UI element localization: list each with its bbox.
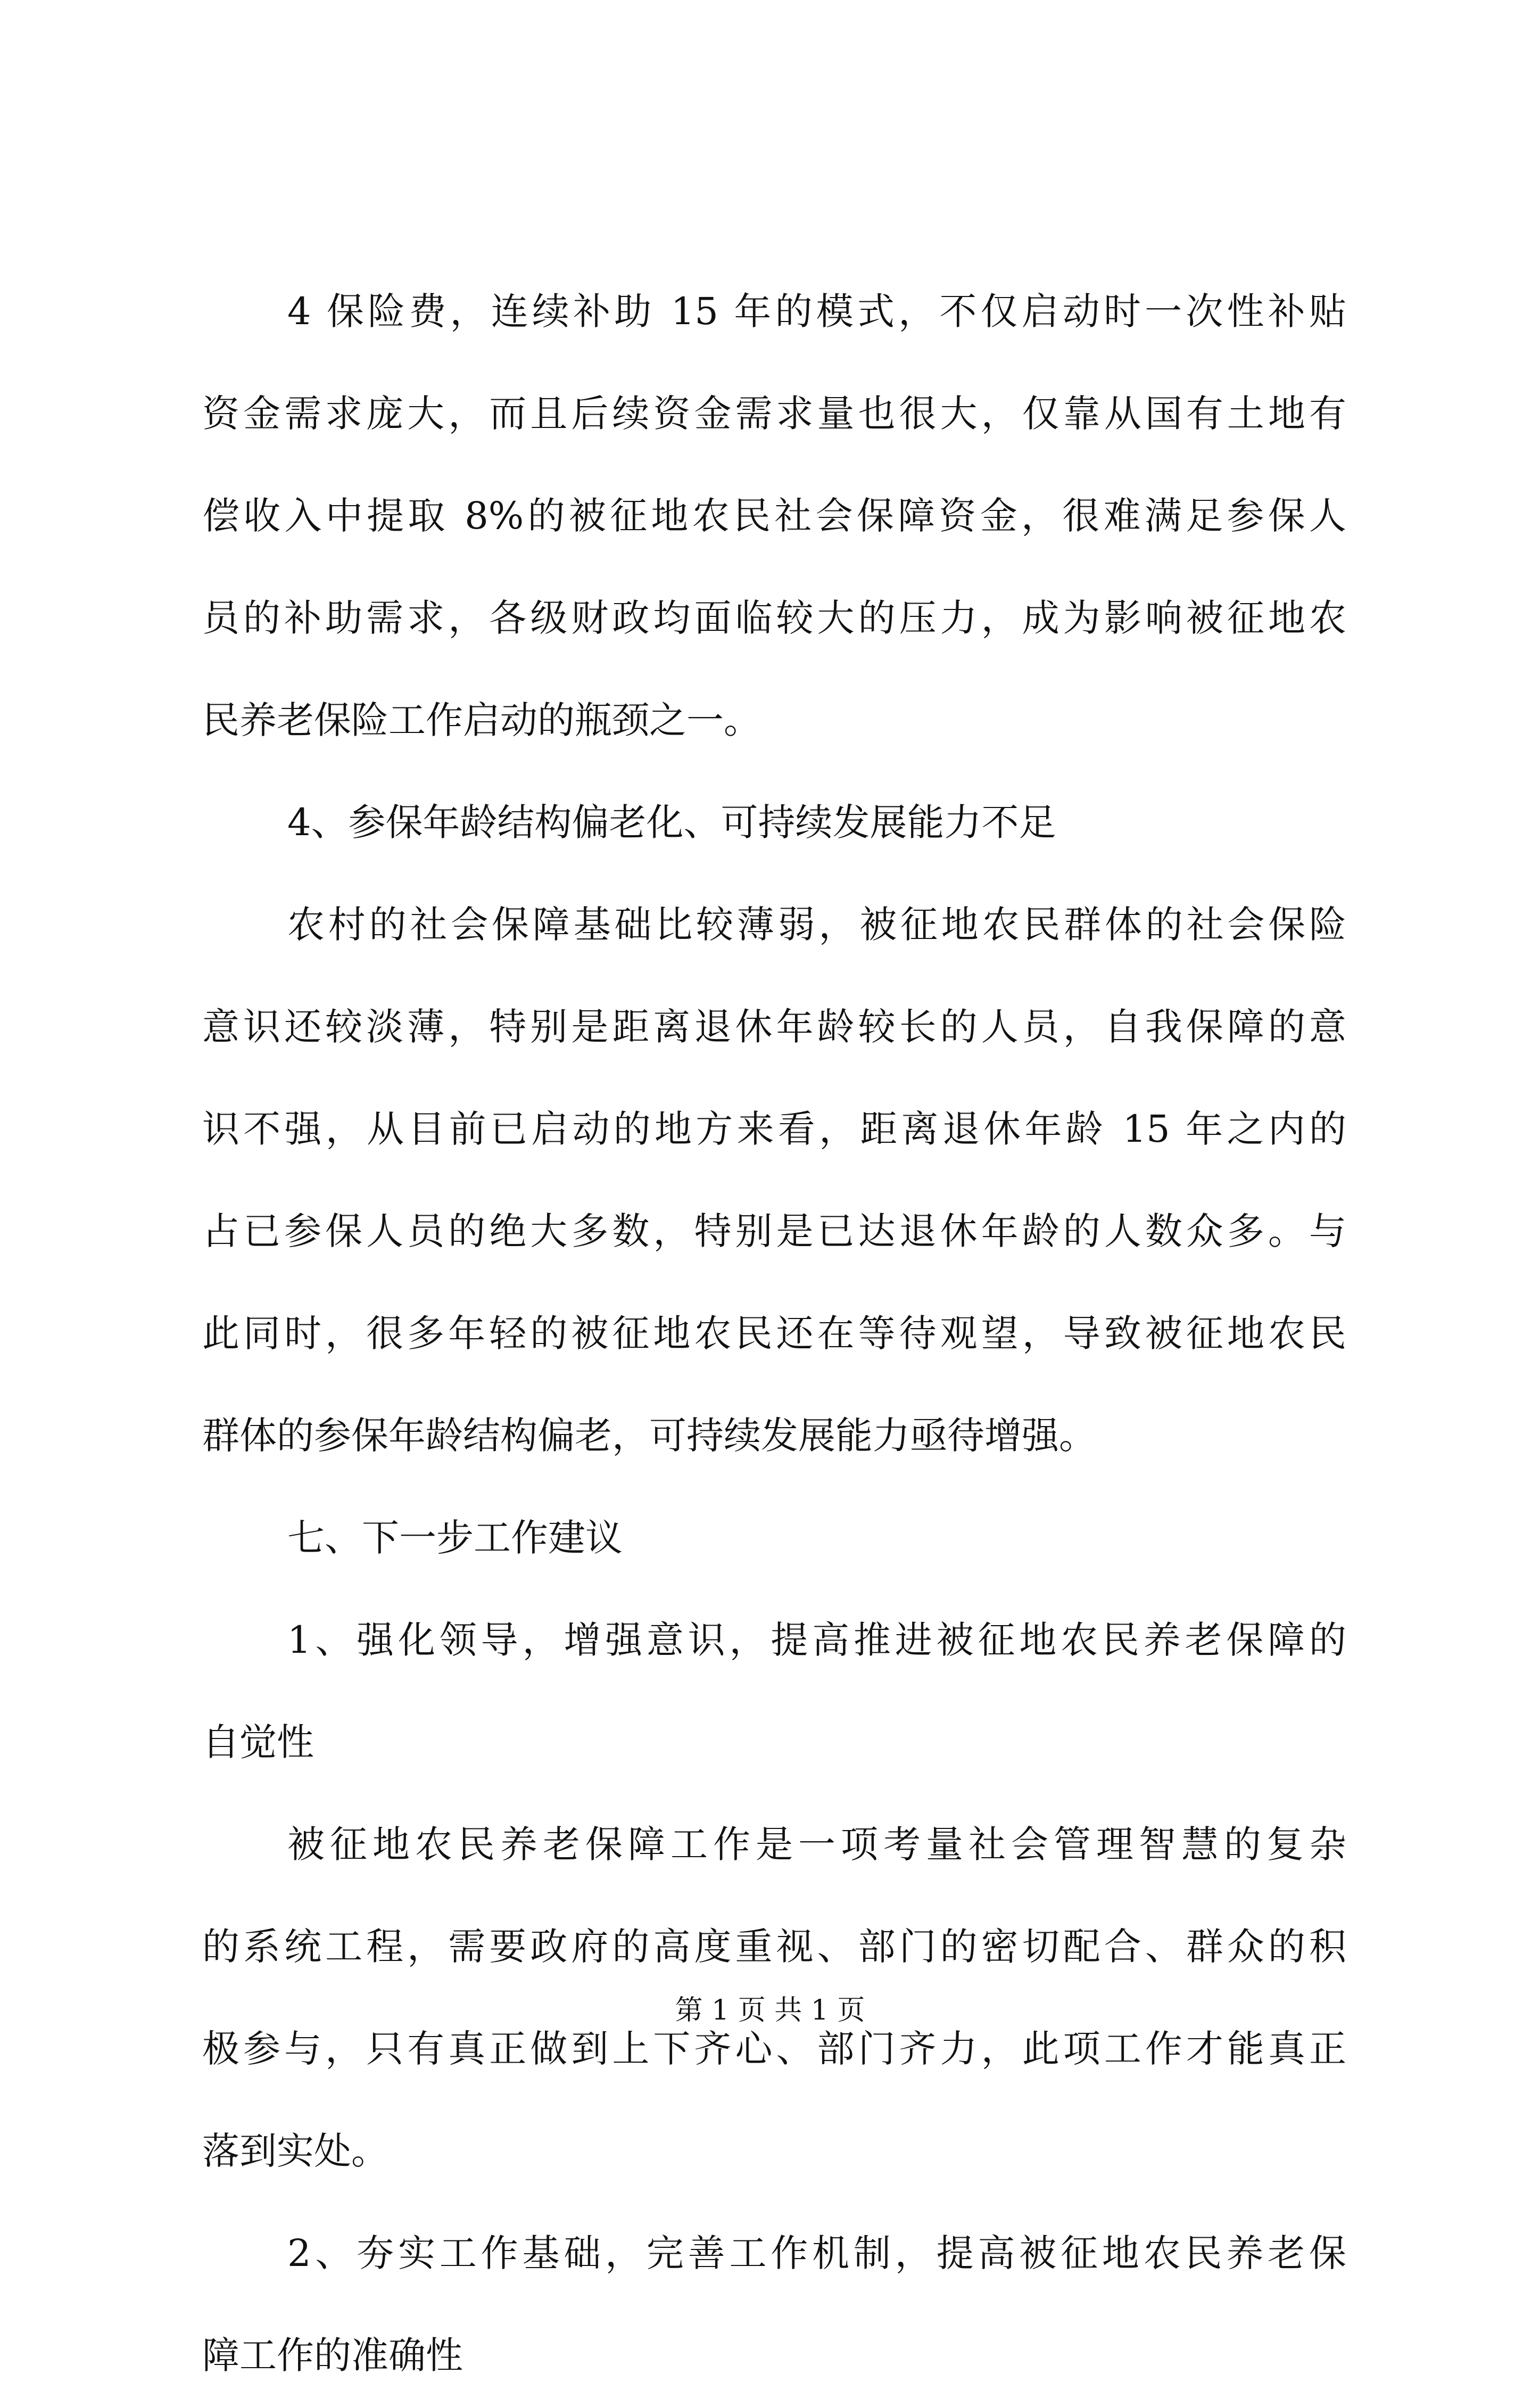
text-line: 的系统工程，需要政府的高度重视、部门的密切配合、群众的积	[202, 1925, 1346, 1968]
section-heading: 七、下一步工作建议	[287, 1516, 623, 1560]
text-line: 偿收入中提取 8%的被征地农民社会保障资金，很难满足参保人	[202, 494, 1346, 538]
text-line: 极参与，只有真正做到上下齐心、部门齐力，此项工作才能真正	[202, 2027, 1346, 2071]
section-heading: 4、参保年龄结构偏老化、可持续发展能力不足	[287, 801, 1056, 844]
page-footer: 第 1 页 共 1 页	[675, 1995, 865, 2026]
text-line: 此同时，很多年轻的被征地农民还在等待观望，导致被征地农民	[202, 1312, 1346, 1355]
section-heading: 自觉性	[202, 1720, 314, 1764]
text-line: 落到实处。	[202, 2129, 388, 2173]
section-heading: 1、强化领导，增强意识，提高推进被征地农民养老保障的	[287, 1618, 1346, 1662]
section-heading: 障工作的准确性	[202, 2334, 463, 2377]
text-line: 4 保险费，连续补助 15 年的模式，不仅启动时一次性补贴	[287, 290, 1346, 333]
text-line: 资金需求庞大，而且后续资金需求量也很大，仅靠从国有土地有	[202, 392, 1346, 435]
text-line: 被征地农民养老保障工作是一项考量社会管理智慧的复杂	[287, 1823, 1346, 1866]
text-line: 群体的参保年龄结构偏老，可持续发展能力亟待增强。	[202, 1414, 1096, 1457]
text-line: 意识还较淡薄，特别是距离退休年龄较长的人员，自我保障的意	[202, 1005, 1346, 1049]
text-line: 员的补助需求，各级财政均面临较大的压力，成为影响被征地农	[202, 596, 1346, 640]
text-line: 识不强，从目前已启动的地方来看，距离退休年龄 15 年之内的	[202, 1107, 1346, 1151]
text-line: 农村的社会保障基础比较薄弱，被征地农民群体的社会保险	[287, 903, 1346, 946]
text-line: 占已参保人员的绝大多数，特别是已达退休年龄的人数众多。与	[202, 1209, 1346, 1253]
section-heading: 2、夯实工作基础，完善工作机制，提高被征地农民养老保	[287, 2231, 1346, 2275]
text-line: 民养老保险工作启动的瓶颈之一。	[202, 698, 761, 742]
